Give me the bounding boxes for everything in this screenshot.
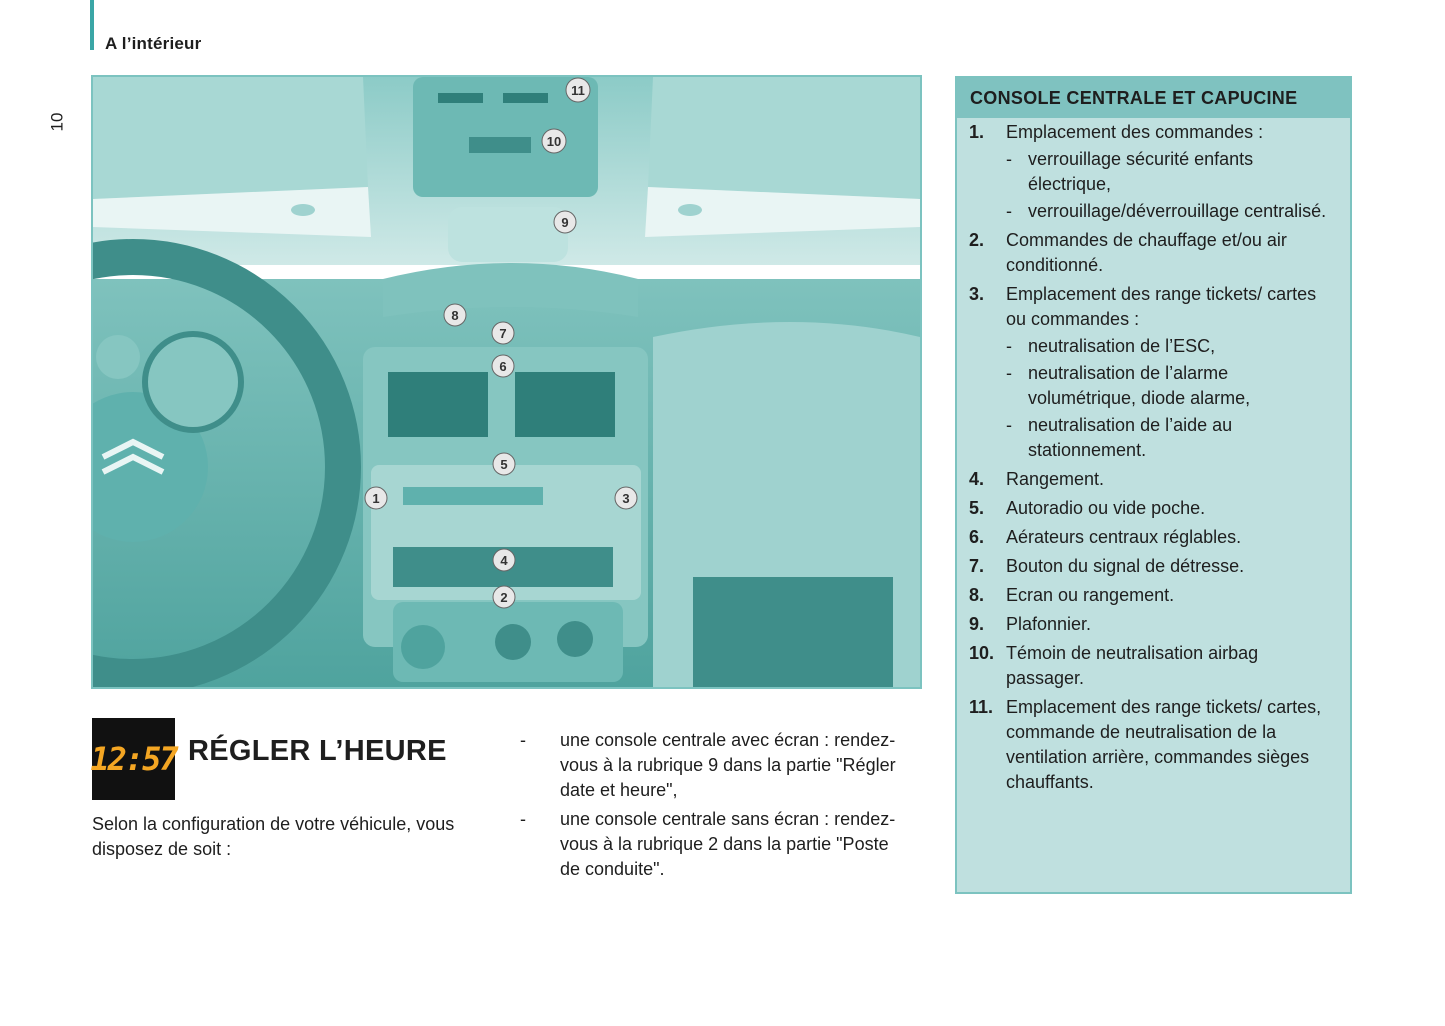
callout-3	[615, 487, 637, 509]
callout-5	[493, 453, 515, 475]
callout-6	[492, 355, 514, 377]
dash-bullet: -	[1006, 201, 1012, 221]
svg-text:4: 4	[500, 553, 508, 568]
legend-item-number: 1.	[969, 122, 985, 142]
svg-text:2: 2	[500, 590, 508, 605]
legend-item	[969, 583, 1338, 608]
legend-item-text: Emplacement des range tickets/ cartes, commande de neutralisation de la ventilation arrière, commandes sièges chauffants.	[1006, 697, 1322, 792]
option-item	[520, 728, 900, 803]
legend-item	[969, 695, 1338, 795]
legend-item	[969, 120, 1338, 224]
dash-bullet: -	[1006, 149, 1012, 169]
legend-item	[969, 612, 1338, 637]
option-list	[520, 728, 900, 886]
clock-display: 12:57	[90, 740, 177, 778]
clock-icon	[92, 718, 175, 800]
legend-item-number: 2.	[969, 230, 985, 250]
svg-text:10: 10	[546, 134, 562, 149]
legend-sub-text: neutralisation de l’aide au stationnement.	[1028, 415, 1233, 460]
svg-text:3: 3	[622, 491, 630, 506]
legend-sub-item	[1006, 361, 1338, 411]
legend-item-number: 7.	[969, 556, 985, 576]
dash-bullet: -	[1006, 363, 1012, 383]
section-intro: Selon la configuration de votre véhicule, vous disposez de soit :	[92, 814, 455, 859]
dash-bullet: -	[520, 730, 526, 750]
legend-list	[957, 118, 1350, 795]
callout-1	[365, 487, 387, 509]
legend-sub-text: neutralisation de l’ESC,	[1028, 336, 1216, 356]
dashboard-illustration	[91, 75, 922, 689]
svg-text:8: 8	[451, 308, 459, 323]
legend-item-number: 11.	[969, 697, 994, 717]
legend-item-text: Emplacement des range tickets/ cartes ou commandes :	[1006, 284, 1317, 329]
svg-text:7: 7	[499, 326, 507, 341]
legend-item	[969, 641, 1338, 691]
legend-item-number: 8.	[969, 585, 985, 605]
legend-sub-text: verrouillage sécurité enfants électrique,	[1028, 149, 1254, 194]
legend-item	[969, 467, 1338, 492]
section-header: A l’intérieur	[105, 34, 202, 53]
callout-4	[493, 549, 515, 571]
legend-title: CONSOLE CENTRALE ET CAPUCINE	[957, 78, 1350, 118]
legend-sub-item	[1006, 147, 1338, 197]
option-text: une console centrale sans écran : rendez-vous à la rubrique 2 dans la partie "Poste de conduite".	[560, 809, 896, 879]
svg-text:5: 5	[500, 457, 508, 472]
legend-item	[969, 282, 1338, 463]
legend-item-text: Plafonnier.	[1006, 614, 1092, 634]
legend-item-text: Bouton du signal de détresse.	[1006, 556, 1245, 576]
legend-sub-item	[1006, 413, 1338, 463]
legend-item-text: Rangement.	[1006, 469, 1105, 489]
legend-item-number: 3.	[969, 284, 985, 304]
option-text: une console centrale avec écran : rendez-vous à la rubrique 9 dans la partie "Régler date et heure",	[560, 730, 896, 800]
svg-text:11: 11	[571, 83, 585, 98]
legend-item	[969, 228, 1338, 278]
legend-sub-text: verrouillage/déverrouillage centralisé.	[1028, 201, 1327, 221]
legend-item-text: Emplacement des commandes :	[1006, 122, 1264, 142]
dash-bullet: -	[1006, 415, 1012, 435]
svg-text:1: 1	[372, 491, 380, 506]
legend-sub-item	[1006, 199, 1338, 224]
svg-text:9: 9	[561, 215, 569, 230]
legend-item	[969, 525, 1338, 550]
legend-item-number: 9.	[969, 614, 985, 634]
legend-item-number: 10.	[969, 643, 995, 663]
callout-10	[542, 129, 566, 153]
legend-panel	[955, 76, 1352, 894]
legend-item-text: Commandes de chauffage et/ou air conditionné.	[1006, 230, 1287, 275]
callout-7	[492, 322, 514, 344]
header-accent-bar	[90, 0, 94, 50]
legend-item	[969, 554, 1338, 579]
legend-item-number: 6.	[969, 527, 985, 547]
legend-sub-text: neutralisation de l’alarme volumétrique, diode alarme,	[1028, 363, 1251, 408]
section-title: RÉGLER L’HEURE	[188, 735, 447, 767]
legend-sub-item	[1006, 334, 1338, 359]
legend-item-text: Ecran ou rangement.	[1006, 585, 1175, 605]
callout-9	[554, 211, 576, 233]
legend-item-text: Autoradio ou vide poche.	[1006, 498, 1206, 518]
dash-bullet: -	[1006, 336, 1012, 356]
callout-8	[444, 304, 466, 326]
dash-bullet: -	[520, 809, 526, 829]
legend-item	[969, 496, 1338, 521]
legend-item-text: Témoin de neutralisation airbag passager.	[1006, 643, 1259, 688]
page-number: 10	[47, 112, 67, 132]
overhead-console-view	[93, 77, 920, 265]
option-item	[520, 807, 900, 882]
legend-item-number: 5.	[969, 498, 985, 518]
callout-2	[493, 586, 515, 608]
legend-item-number: 4.	[969, 469, 985, 489]
svg-text:6: 6	[499, 359, 507, 374]
legend-item-text: Aérateurs centraux réglables.	[1006, 527, 1242, 547]
callout-11	[566, 78, 590, 102]
